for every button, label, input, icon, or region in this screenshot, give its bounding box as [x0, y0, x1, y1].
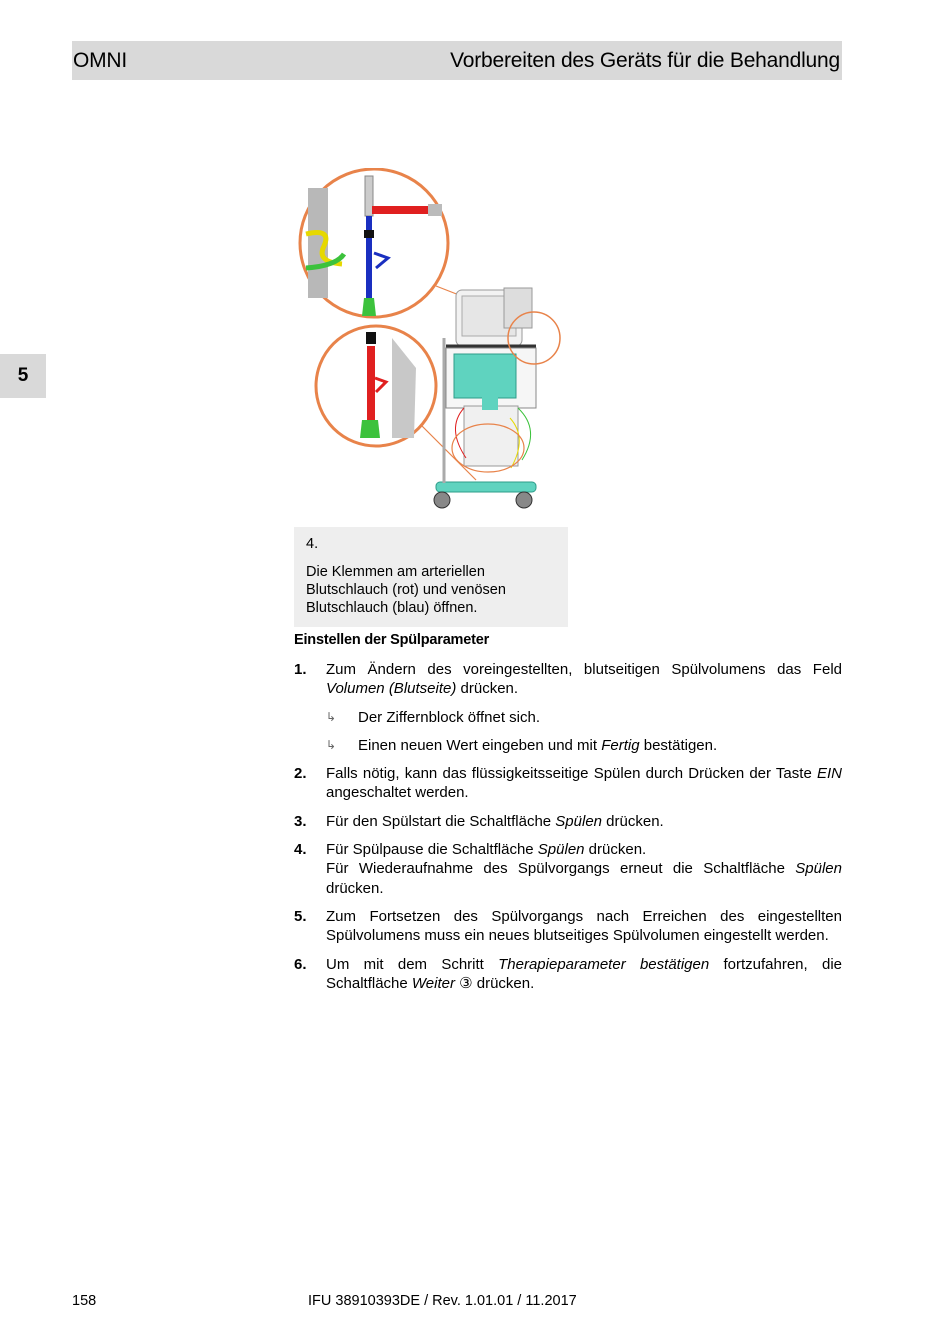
step-4 — [294, 840, 842, 898]
page-header — [72, 41, 842, 80]
page-number: 158 — [72, 1293, 97, 1309]
document-reference: IFU 38910393DE / Rev. 1.01.01 / 11.2017 — [308, 1293, 577, 1309]
substep-text: Einen neuen Wert eingeben und mit Fertig bestätigen. — [358, 736, 718, 754]
step-number: 4. — [294, 841, 307, 859]
machine-body — [434, 288, 536, 508]
step-5 — [294, 907, 842, 946]
section-title: Einstellen der Spülparameter — [294, 632, 490, 648]
step-number: 3. — [294, 812, 307, 830]
callout-upper — [300, 169, 448, 317]
step-number: 1. — [294, 661, 307, 678]
chapter-tab: 5 — [0, 354, 46, 398]
step-text: Zum Fortsetzen des Spülvorgangs nach Erreichen des eingestellten Spülvolumens muss ein neues blutseitiges Spülvolumen eingestellt werden. — [326, 907, 842, 945]
result-arrow-icon: ↳ — [326, 709, 337, 724]
step-number: 6. — [294, 955, 307, 973]
instruction-list — [294, 660, 842, 1002]
step-number: 5. — [294, 907, 307, 925]
step-text: Um mit dem Schritt Therapieparameter bestätigen fortzufahren, die Schaltfläche Weiter ③ drücken. — [326, 955, 842, 992]
substep-text: Der Ziffernblock öffnet sich. — [358, 708, 541, 726]
step-text: Für Spülpause die Schaltfläche Spülen drücken. Für Wiederaufnahme des Spülvorgangs erneut die Schaltfläche Spülen drücken. — [326, 841, 842, 897]
header-product: OMNI — [73, 48, 128, 72]
step-6 — [294, 955, 842, 994]
header-chapter-title: Vorbereiten des Geräts für die Behandlung — [450, 48, 840, 72]
step-1 — [294, 660, 842, 699]
step-number: 2. — [294, 765, 307, 783]
callout-lower — [316, 326, 436, 446]
caption-text: Die Klemmen am arteriellen Blutschlauch (rot) und venösen Blutschlauch (blau) öffnen. — [306, 564, 506, 616]
figure-caption — [294, 527, 568, 627]
result-arrow-icon: ↳ — [326, 737, 337, 752]
step-text: Falls nötig, kann das flüssigkeitsseitige Spülen durch Drücken der Taste EIN angeschaltet werden. — [326, 765, 842, 802]
caption-number: 4. — [306, 536, 319, 552]
step-text: Für den Spülstart die Schaltfläche Spülen drücken. — [326, 812, 664, 830]
step-text: Zum Ändern des voreingestellten, blutseitigen Spülvolumens das Feld Volumen (Blutseite) drücken. — [326, 661, 842, 698]
step-3 — [294, 812, 842, 831]
substep-result-1 — [326, 708, 842, 727]
substep-result-2 — [326, 736, 842, 755]
step-2 — [294, 764, 842, 803]
device-illustration — [296, 168, 568, 516]
